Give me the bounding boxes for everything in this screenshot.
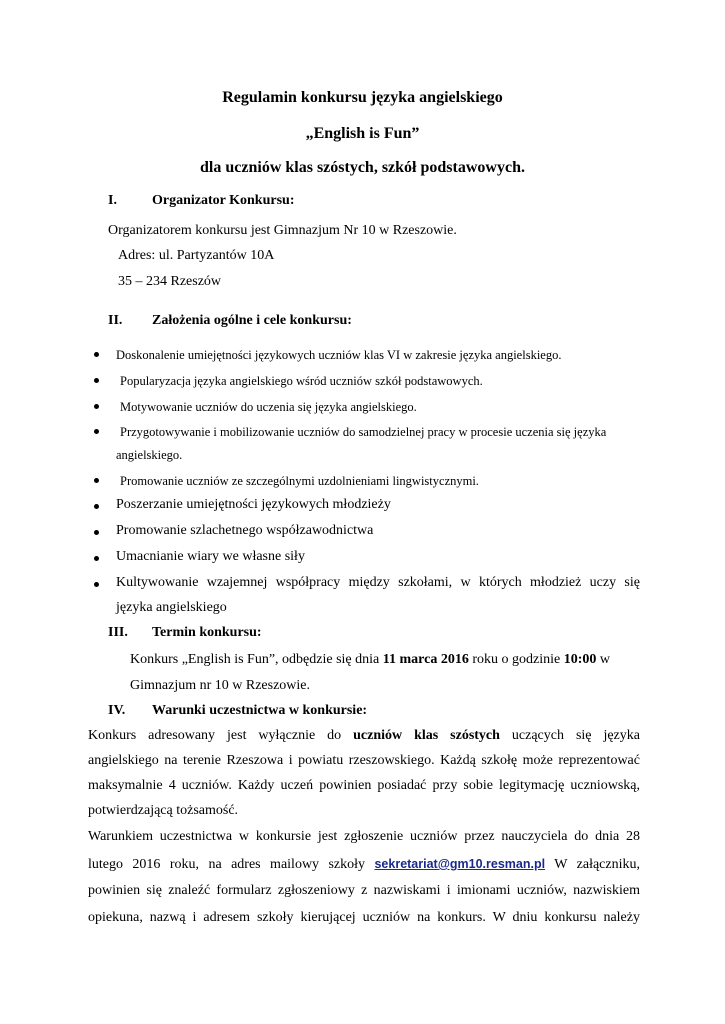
paragraph-text: uczących się języka bbox=[499, 728, 640, 743]
paragraph-line: Warunkiem uczestnictwa w konkursie jest zgłoszenie uczniów przez nauczyciela do dnia 28 bbox=[88, 829, 640, 844]
email-link[interactable]: sekretariat@gm10.resman.pl bbox=[374, 857, 546, 871]
paragraph-line: angielskiego na terenie Rzeszowa i powiatu rzeszowskiego. Każdą szkołę może reprezentować bbox=[88, 753, 640, 768]
list-item: Umacnianie wiary we własne siły bbox=[116, 549, 305, 564]
contest-venue: Gimnazjum nr 10 w Rzeszowie. bbox=[130, 678, 311, 693]
paragraph-emphasis: uczniów klas szóstych bbox=[353, 728, 500, 743]
bullet-icon bbox=[94, 478, 99, 483]
list-item: Popularyzacja języka angielskiego wśród uczniów szkół podstawowych. bbox=[120, 374, 483, 388]
section-4-heading: Warunki uczestnictwa w konkursie: bbox=[152, 703, 368, 718]
bullet-icon bbox=[94, 404, 99, 409]
section-3-heading: Termin konkursu: bbox=[152, 625, 262, 640]
list-item: Motywowanie uczniów do uczenia się języka angielskiego. bbox=[120, 400, 417, 414]
list-item: Doskonalenie umiejętności językowych uczniów klas VI w zakresie języka angielskiego. bbox=[116, 348, 562, 362]
organizer-text: Organizatorem konkursu jest Gimnazjum Nr 10 w Rzeszowie. bbox=[108, 223, 457, 238]
organizer-address: Adres: ul. Partyzantów 10A bbox=[118, 248, 275, 263]
section-2-heading: Założenia ogólne i cele konkursu: bbox=[152, 313, 352, 328]
paragraph-text: W załączniku, bbox=[545, 857, 640, 872]
section-1-number: I. bbox=[108, 193, 117, 208]
document-title: Regulamin konkursu języka angielskiego bbox=[222, 89, 503, 106]
bullet-icon bbox=[94, 352, 99, 357]
document-subtitle: dla uczniów klas szóstych, szkół podstawowych. bbox=[200, 159, 525, 176]
date-text-suffix: w bbox=[596, 652, 610, 667]
section-4-number: IV. bbox=[108, 703, 126, 718]
section-3-number: III. bbox=[108, 625, 128, 640]
date-text-prefix: Konkurs „English is Fun”, odbędzie się dnia bbox=[130, 652, 383, 667]
paragraph-line bbox=[88, 727, 640, 745]
contest-name: „English is Fun” bbox=[305, 125, 420, 142]
contest-date-text bbox=[130, 651, 610, 669]
list-item: Poszerzanie umiejętności językowych młodzieży bbox=[116, 497, 391, 512]
section-2-number: II. bbox=[108, 313, 123, 328]
bullet-icon bbox=[94, 556, 99, 561]
paragraph-line bbox=[88, 855, 640, 874]
date-text-middle: roku o godzinie bbox=[468, 652, 564, 667]
bullet-icon bbox=[94, 429, 99, 434]
paragraph-line: maksymalnie 4 uczniów. Każdy uczeń powinien posiadać przy sobie legitymację uczniowską, bbox=[88, 778, 640, 793]
list-item: Promowanie szlachetnego współzawodnictwa bbox=[116, 523, 374, 538]
paragraph-line: potwierdzającą tożsamość. bbox=[88, 803, 239, 818]
organizer-postal: 35 – 234 Rzeszów bbox=[118, 274, 222, 289]
list-item: Przygotowywanie i mobilizowanie uczniów do samodzielnej pracy w procesie uczenia się języka bbox=[120, 425, 607, 439]
bullet-icon bbox=[94, 378, 99, 383]
bullet-icon bbox=[94, 582, 99, 587]
paragraph-line: powinien się znaleźć formularz zgłoszeniowy z nazwiskami i imionami uczniów, nazwiskiem bbox=[88, 883, 640, 898]
paragraph-text: Konkurs adresowany jest wyłącznie do bbox=[88, 728, 354, 743]
list-item-continuation: języka angielskiego bbox=[116, 600, 227, 615]
contest-time: 10:00 bbox=[563, 652, 597, 667]
section-1-heading: Organizator Konkursu: bbox=[152, 193, 295, 208]
contest-date: 11 marca 2016 bbox=[382, 652, 469, 667]
list-item: Kultywowanie wzajemnej współpracy między szkołami, w których młodzież uczy się bbox=[116, 575, 640, 590]
paragraph-line: opiekuna, nazwą i adresem szkoły kierującej uczniów na konkurs. W dniu konkursu należy bbox=[88, 910, 640, 925]
list-item: Promowanie uczniów ze szczególnymi uzdolnieniami lingwistycznymi. bbox=[120, 474, 479, 488]
bullet-icon bbox=[94, 530, 99, 535]
bullet-icon bbox=[94, 504, 99, 509]
list-item-continuation: angielskiego. bbox=[116, 448, 183, 462]
paragraph-text: lutego 2016 roku, na adres mailowy szkoły bbox=[88, 857, 375, 872]
